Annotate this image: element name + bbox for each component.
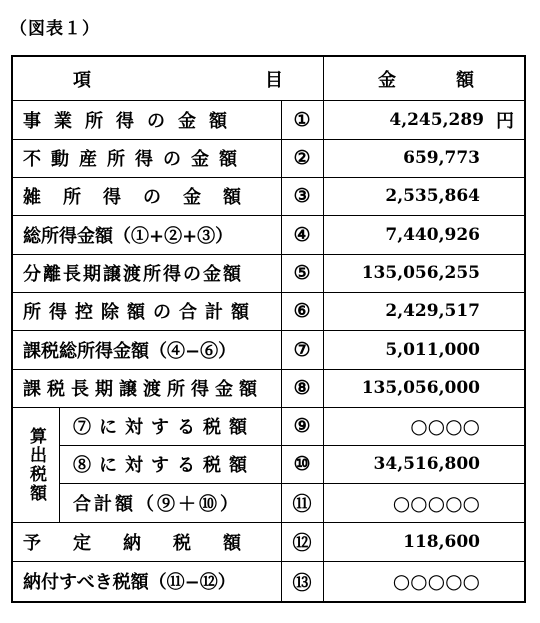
row-amount-5: 135,056,255 [361, 263, 480, 283]
grid-line [13, 139, 524, 140]
row-mark-1: ① [293, 108, 311, 131]
row-mark-13: ⑬ [292, 571, 312, 594]
row-label-5: 分離長期譲渡所得の金額 [23, 264, 243, 285]
row-mark-7: ⑦ [293, 338, 311, 361]
row-label-4: 総所得金額（①+②+③） [23, 225, 234, 247]
row-amount-9: ○○○○ [410, 414, 480, 438]
row-label-11: 合計額（⑨＋⑩） [73, 493, 241, 515]
row-amount-3: 2,535,864 [385, 186, 480, 206]
grid-line [13, 215, 524, 216]
grid-line [13, 369, 524, 370]
figure-caption: （図表１） [10, 19, 100, 39]
row-amount-4: 7,440,926 [385, 224, 480, 245]
header-item-right: 目 [265, 69, 283, 91]
header-amount-right: 額 [456, 69, 474, 91]
tax-table [11, 55, 526, 603]
grid-line [59, 483, 524, 484]
header-item-left: 項 [73, 69, 91, 91]
row-label-1: 事業所得の金額 [23, 110, 240, 132]
row-mark-10: ⑩ [293, 453, 311, 475]
row-label-6: 所得控除額の合計額 [23, 302, 257, 323]
group-label-calculated-tax [13, 407, 59, 522]
header-amount [323, 57, 524, 100]
grid-line [13, 407, 524, 408]
grid-line [13, 100, 524, 101]
row-amount-12: 118,600 [403, 531, 480, 552]
group-label-text: 算出税額 [26, 426, 46, 503]
yen-unit: 円 [496, 110, 514, 132]
row-amount-11: ○○○○○ [392, 490, 480, 515]
row-mark-6: ⑥ [293, 300, 311, 322]
row-label-13: 納付すべき税額（⑪−⑫） [23, 572, 236, 593]
row-amount-7: 5,011,000 [385, 339, 480, 360]
row-mark-8: ⑧ [293, 377, 311, 399]
row-amount-13: ○○○○○ [392, 569, 480, 593]
grid-line [59, 445, 524, 446]
row-mark-12: ⑫ [292, 532, 312, 554]
row-label-3: 雑所得の金額 [23, 187, 263, 208]
grid-line [13, 522, 524, 523]
row-label-7: 課税総所得金額（④−⑥） [23, 340, 237, 362]
grid-line [59, 407, 60, 522]
row-amount-2: 659,773 [403, 148, 480, 168]
row-label-12: 予定納税額 [23, 532, 273, 554]
row-mark-3: ③ [293, 185, 311, 207]
header-amount-left: 金 [378, 69, 396, 91]
row-label-2: 不動産所得の金額 [23, 149, 247, 170]
row-mark-2: ② [293, 147, 311, 169]
row-mark-11: ⑪ [292, 493, 312, 515]
row-label-9: ⑦に対する税額 [73, 417, 255, 438]
row-amount-6: 2,429,517 [385, 301, 480, 321]
grid-line [13, 330, 524, 331]
row-amount-1: 4,245,289 円 [323, 100, 524, 139]
grid-line [13, 292, 524, 293]
grid-line [13, 177, 524, 178]
grid-line [13, 561, 524, 562]
row-mark-4: ④ [293, 223, 311, 246]
row-mark-9: ⑨ [293, 415, 311, 437]
row-mark-5: ⑤ [293, 262, 311, 284]
header-item [13, 57, 323, 100]
grid-line [13, 254, 524, 255]
row-label-8: 課税長期譲渡所得金額 [23, 379, 263, 400]
row-label-10: ⑧に対する税額 [73, 455, 255, 476]
grid-line [281, 100, 282, 601]
row-amount-10: 34,516,800 [373, 454, 480, 474]
row-amount-8: 135,056,000 [361, 378, 480, 398]
